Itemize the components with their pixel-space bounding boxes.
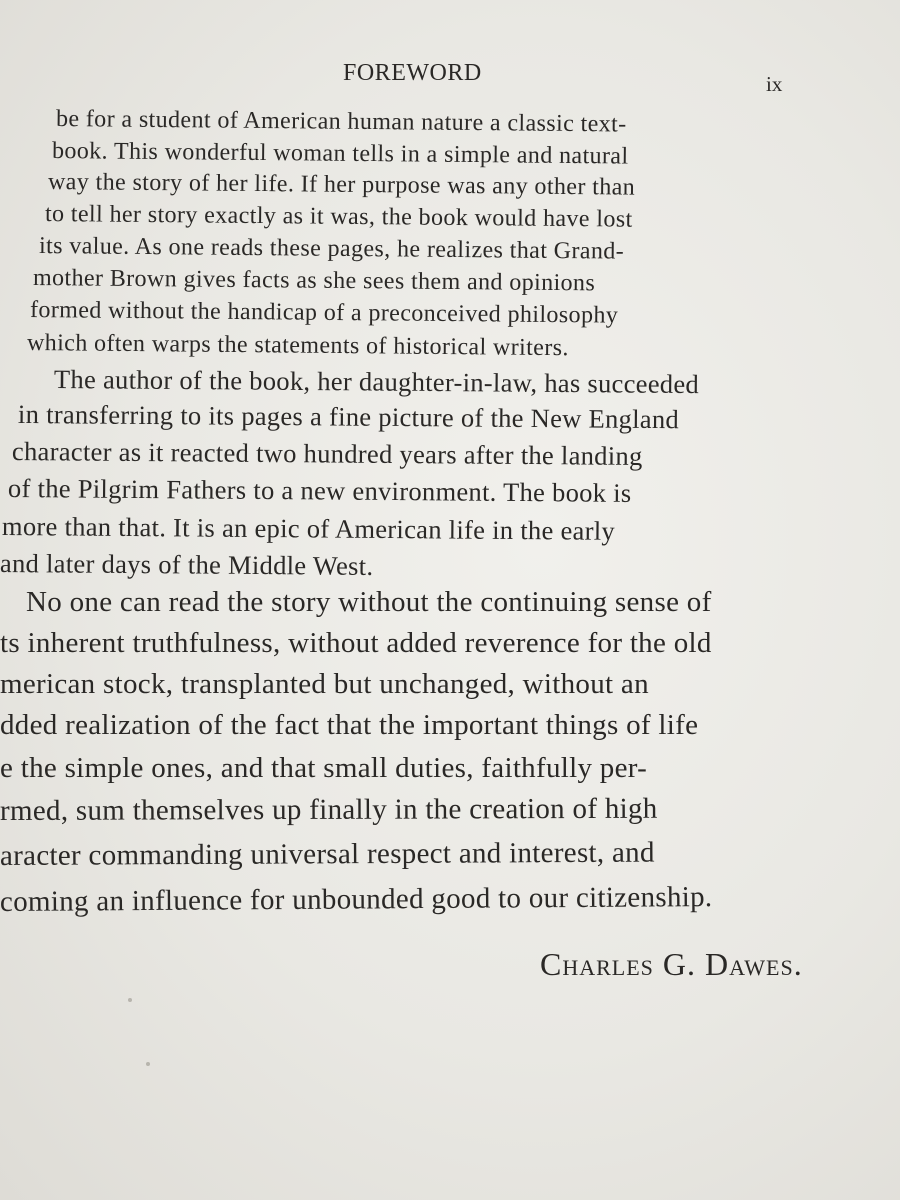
text-line: which often warps the statements of historical writers.	[26, 330, 569, 362]
page-number: ix	[766, 72, 783, 96]
text-line: mother Brown gives facts as she sees them and opinions	[32, 265, 596, 297]
text-line: The author of the book, her daughter-in-law, has succeeded	[53, 364, 700, 400]
page-title: FOREWORD	[343, 60, 482, 86]
text-line: merican stock, transplanted but unchanged, without an	[0, 668, 649, 700]
text-line: rmed, sum themselves up finally in the creation of high	[0, 792, 658, 827]
paper-speck	[146, 1062, 150, 1066]
text-line: be for a student of American human nature a classic text-	[55, 106, 627, 138]
text-line: more than that. It is an epic of American life in the early	[1, 511, 616, 546]
text-line: its value. As one reads these pages, he realizes that Grand-	[38, 233, 625, 265]
text-line: book. This wonderful woman tells in a simple and natural	[51, 138, 629, 170]
text-line: of the Pilgrim Fathers to a new environment. The book is	[7, 473, 632, 508]
text-line: character as it reacted two hundred years after the landing	[11, 436, 643, 471]
text-line: and later days of the Middle West.	[0, 548, 374, 581]
text-line: way the story of her life. If her purpose was any other than	[47, 169, 636, 201]
text-line: coming an influence for unbounded good to our citizenship.	[0, 881, 713, 918]
text-line: e the simple ones, and that small duties, faithfully per-	[0, 752, 648, 784]
text-line: dded realization of the fact that the important things of life	[0, 709, 699, 741]
author-signature: Charles G. Dawes.	[540, 946, 803, 982]
text-line: aracter commanding universal respect and interest, and	[0, 836, 655, 872]
text-line: to tell her story exactly as it was, the book would have lost	[44, 201, 633, 233]
paper-speck	[128, 998, 132, 1002]
text-line: in transferring to its pages a fine picture of the New England	[17, 399, 680, 435]
text-line: formed without the handicap of a preconceived philosophy	[29, 297, 619, 329]
text-line: No one can read the story without the continuing sense of	[26, 586, 712, 618]
text-line: ts inherent truthfulness, without added reverence for the old	[0, 627, 712, 659]
